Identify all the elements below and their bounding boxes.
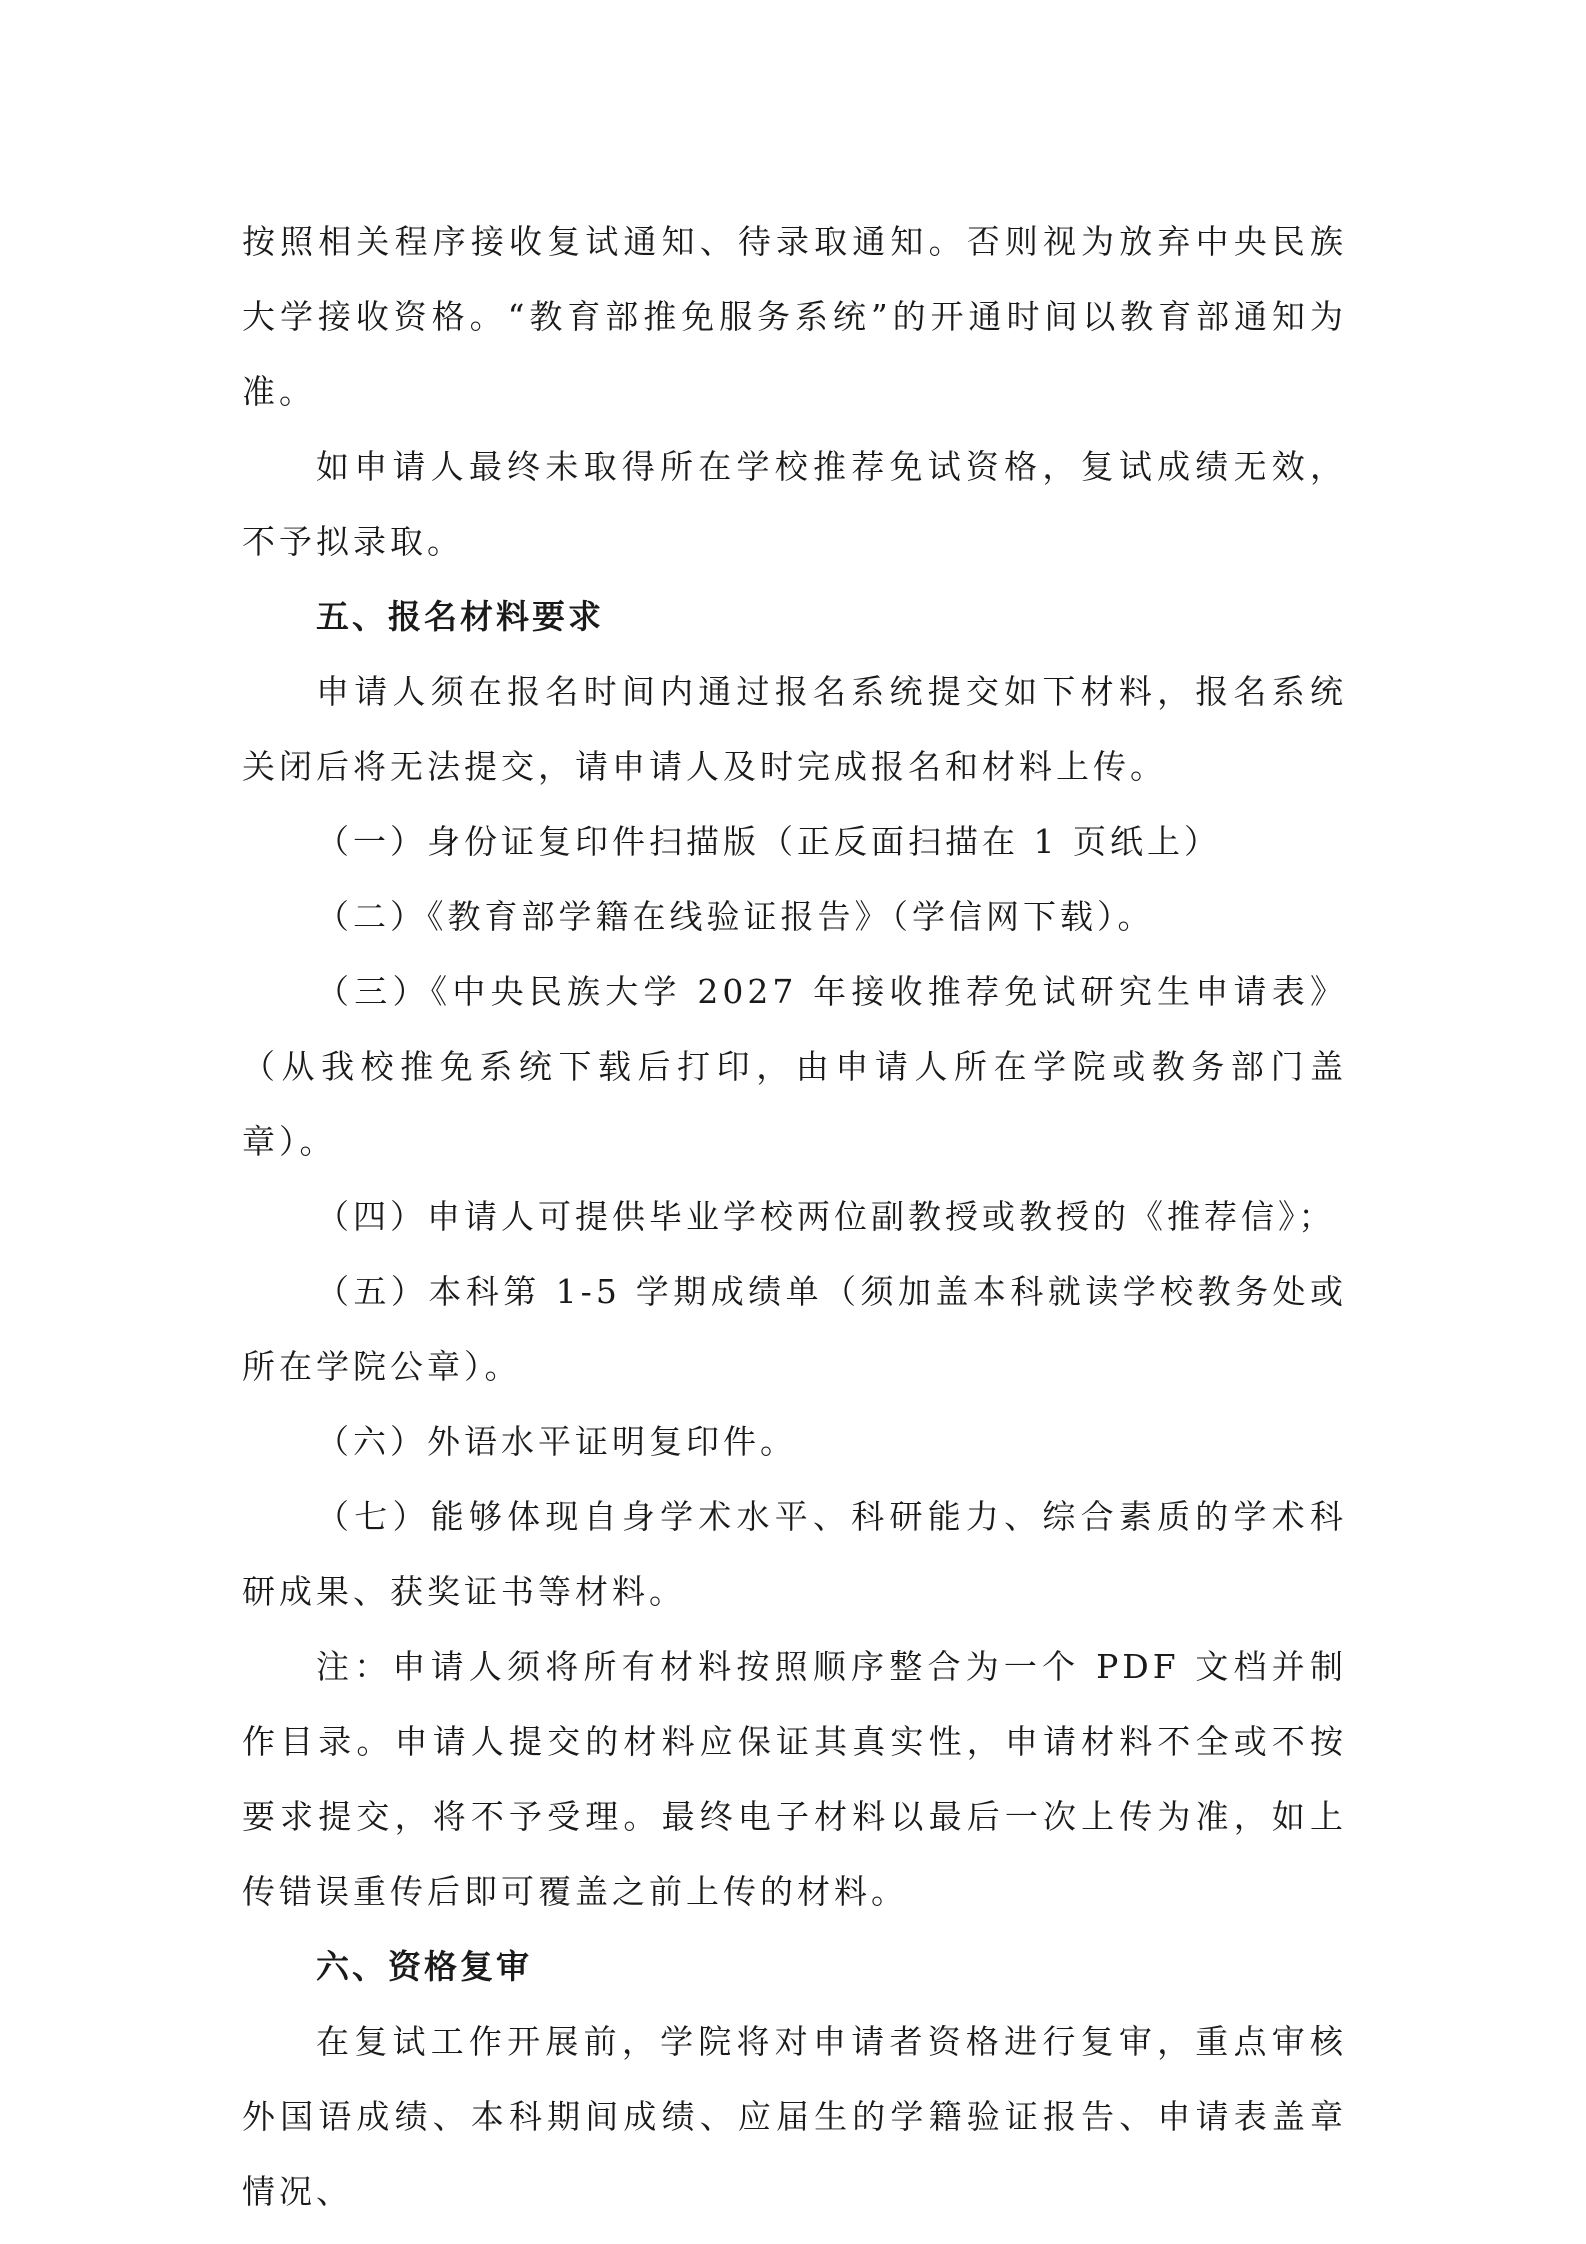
material-item-1: （一）身份证复印件扫描版（正反面扫描在 1 页纸上） — [316, 822, 1221, 861]
section-5-intro: 申请人须在报名时间内通过报名系统提交如下材料，报名系统关闭后将无法提交，请申请人及时完成报名和材料上传。 — [242, 672, 1347, 786]
invalid-score-paragraph: 如申请人最终未取得所在学校推荐免试资格，复试成绩无效，不予拟录取。 — [242, 447, 1347, 561]
material-item-7: （七）能够体现自身学术水平、科研能力、综合素质的学术科研成果、获奖证书等材料。 — [242, 1497, 1347, 1611]
material-item-6: （六）外语水平证明复印件。 — [316, 1422, 797, 1461]
continuation-paragraph: 按照相关程序接收复试通知、待录取通知。否则视为放弃中央民族大学接收资格。“教育部推免服务系统”的开通时间以教育部通知为准。 — [242, 222, 1347, 411]
material-item-3: （三）《中央民族大学 2027 年接收推荐免试研究生申请表》（从我校推免系统下载后打印，由申请人所在学院或教务部门盖章）。 — [242, 972, 1347, 1161]
section-5-note: 注：申请人须将所有材料按照顺序整合为一个 PDF 文档并制作目录。申请人提交的材料应保证其真实性，申请材料不全或不按要求提交，将不予受理。最终电子材料以最后一次上传为准，如上传错误重传后即可覆盖之前上传的材料。 — [242, 1647, 1347, 1911]
section-6-heading: 六、资格复审 — [316, 1947, 532, 1986]
material-item-2: （二）《教育部学籍在线验证报告》（学信网下载）。 — [316, 897, 1155, 936]
material-item-4: （四）申请人可提供毕业学校两位副教授或教授的《推荐信》； — [316, 1197, 1336, 1236]
material-item-5: （五）本科第 1-5 学期成绩单（须加盖本科就读学校教务处或所在学院公章）。 — [242, 1272, 1347, 1386]
section-5-heading: 五、报名材料要求 — [316, 597, 604, 636]
section-6-intro: 在复试工作开展前，学院将对申请者资格进行复审，重点审核外国语成绩、本科期间成绩、应届生的学籍验证报告、申请表盖章情况、 — [242, 2022, 1347, 2211]
document-body — [242, 204, 1347, 2229]
